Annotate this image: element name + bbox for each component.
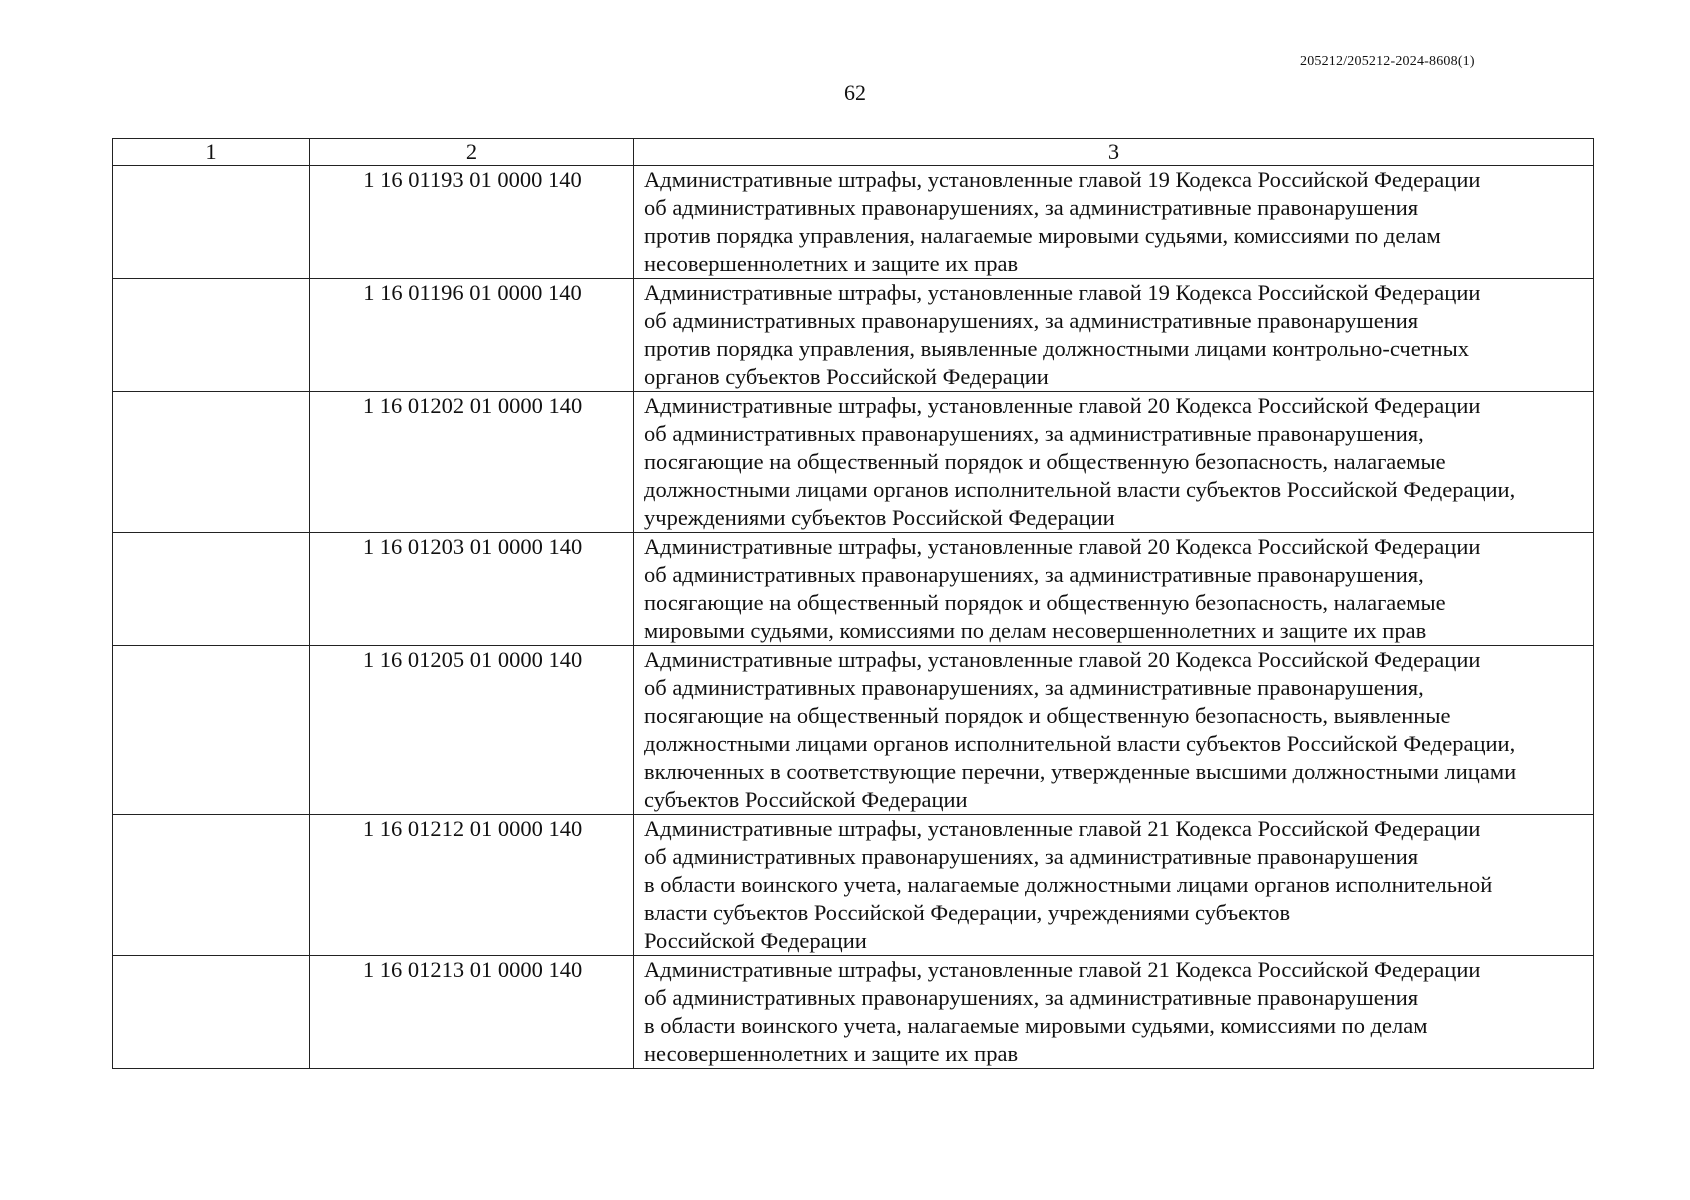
table-row: [113, 533, 1594, 646]
row-index-cell: [113, 956, 310, 1069]
table-header: [113, 139, 1594, 166]
description-line: мировыми судьями, комиссиями по делам несовершеннолетних и защите их прав: [644, 618, 1427, 643]
description-line: органов субъектов Российской Федерации: [644, 364, 1049, 389]
description-line: против порядка управления, выявленные должностными лицами контрольно-счетных: [644, 336, 1469, 361]
description-line: об административных правонарушениях, за административные правонарушения,: [644, 562, 1424, 587]
table-row: [113, 646, 1594, 815]
row-index-cell: [113, 166, 310, 279]
description-cell: [634, 392, 1594, 533]
description-line: в области воинского учета, налагаемые мировыми судьями, комиссиями по делам: [644, 1013, 1428, 1038]
description-line: должностными лицами органов исполнительной власти субъектов Российской Федерации,: [644, 477, 1516, 502]
row-index-cell: [113, 533, 310, 646]
budget-code-cell: 1 16 01193 01 0000 140: [310, 166, 634, 279]
description-line: несовершеннолетних и защите их прав: [644, 1041, 1019, 1066]
budget-code-cell: 1 16 01202 01 0000 140: [310, 392, 634, 533]
description-line: об административных правонарушениях, за административные правонарушения,: [644, 675, 1424, 700]
description-line: учреждениями субъектов Российской Федерации: [644, 505, 1115, 530]
description-cell: [634, 166, 1594, 279]
page-number: 62: [844, 80, 866, 105]
description-line: власти субъектов Российской Федерации, учреждениями субъектов: [644, 900, 1291, 925]
table-row: [113, 815, 1594, 956]
description-line: об административных правонарушениях, за административные правонарушения: [644, 844, 1419, 869]
row-index-cell: [113, 392, 310, 533]
description-line: в области воинского учета, налагаемые должностными лицами органов исполнительной: [644, 872, 1493, 897]
description-line: об административных правонарушениях, за административные правонарушения: [644, 195, 1419, 220]
document-id: 205212/205212-2024-8608(1): [1300, 54, 1475, 69]
description-line: против порядка управления, налагаемые мировыми судьями, комиссиями по делам: [644, 223, 1441, 248]
description-cell: [634, 956, 1594, 1069]
description-line: включенных в соответствующие перечни, утвержденные высшими должностными лицами: [644, 759, 1517, 784]
description-line: Административные штрафы, установленные главой 19 Кодекса Российской Федерации: [644, 167, 1481, 192]
description-line: несовершеннолетних и защите их прав: [644, 251, 1019, 276]
description-line: об административных правонарушениях, за административные правонарушения: [644, 308, 1419, 333]
budget-code-cell: 1 16 01205 01 0000 140: [310, 646, 634, 815]
column-header-1: 1: [113, 139, 310, 166]
column-header-3: 3: [634, 139, 1594, 166]
description-line: посягающие на общественный порядок и общественную безопасность, налагаемые: [644, 590, 1446, 615]
budget-code-cell: 1 16 01196 01 0000 140: [310, 279, 634, 392]
budget-code-cell: 1 16 01213 01 0000 140: [310, 956, 634, 1069]
description-cell: [634, 815, 1594, 956]
budget-code-cell: 1 16 01212 01 0000 140: [310, 815, 634, 956]
description-line: Административные штрафы, установленные главой 20 Кодекса Российской Федерации: [644, 534, 1481, 559]
description-line: Административные штрафы, установленные главой 21 Кодекса Российской Федерации: [644, 816, 1481, 841]
row-index-cell: [113, 279, 310, 392]
table-body: [113, 166, 1594, 1069]
row-index-cell: [113, 646, 310, 815]
description-line: посягающие на общественный порядок и общественную безопасность, выявленные: [644, 703, 1451, 728]
description-line: Административные штрафы, установленные главой 21 Кодекса Российской Федерации: [644, 957, 1481, 982]
description-line: должностными лицами органов исполнительной власти субъектов Российской Федерации,: [644, 731, 1516, 756]
description-line: посягающие на общественный порядок и общественную безопасность, налагаемые: [644, 449, 1446, 474]
table-row: [113, 166, 1594, 279]
column-header-2: 2: [310, 139, 634, 166]
description-line: Административные штрафы, установленные главой 20 Кодекса Российской Федерации: [644, 647, 1481, 672]
description-line: Административные штрафы, установленные главой 19 Кодекса Российской Федерации: [644, 280, 1481, 305]
description-line: Российской Федерации: [644, 928, 867, 953]
budget-codes-table: [112, 138, 1594, 1069]
description-cell: [634, 646, 1594, 815]
description-cell: [634, 279, 1594, 392]
row-index-cell: [113, 815, 310, 956]
budget-code-cell: 1 16 01203 01 0000 140: [310, 533, 634, 646]
header-row: [113, 139, 1594, 166]
description-line: об административных правонарушениях, за административные правонарушения: [644, 985, 1419, 1010]
description-line: об административных правонарушениях, за административные правонарушения,: [644, 421, 1424, 446]
table-row: [113, 392, 1594, 533]
table-row: [113, 279, 1594, 392]
description-line: субъектов Российской Федерации: [644, 787, 968, 812]
description-line: Административные штрафы, установленные главой 20 Кодекса Российской Федерации: [644, 393, 1481, 418]
table-row: [113, 956, 1594, 1069]
description-cell: [634, 533, 1594, 646]
